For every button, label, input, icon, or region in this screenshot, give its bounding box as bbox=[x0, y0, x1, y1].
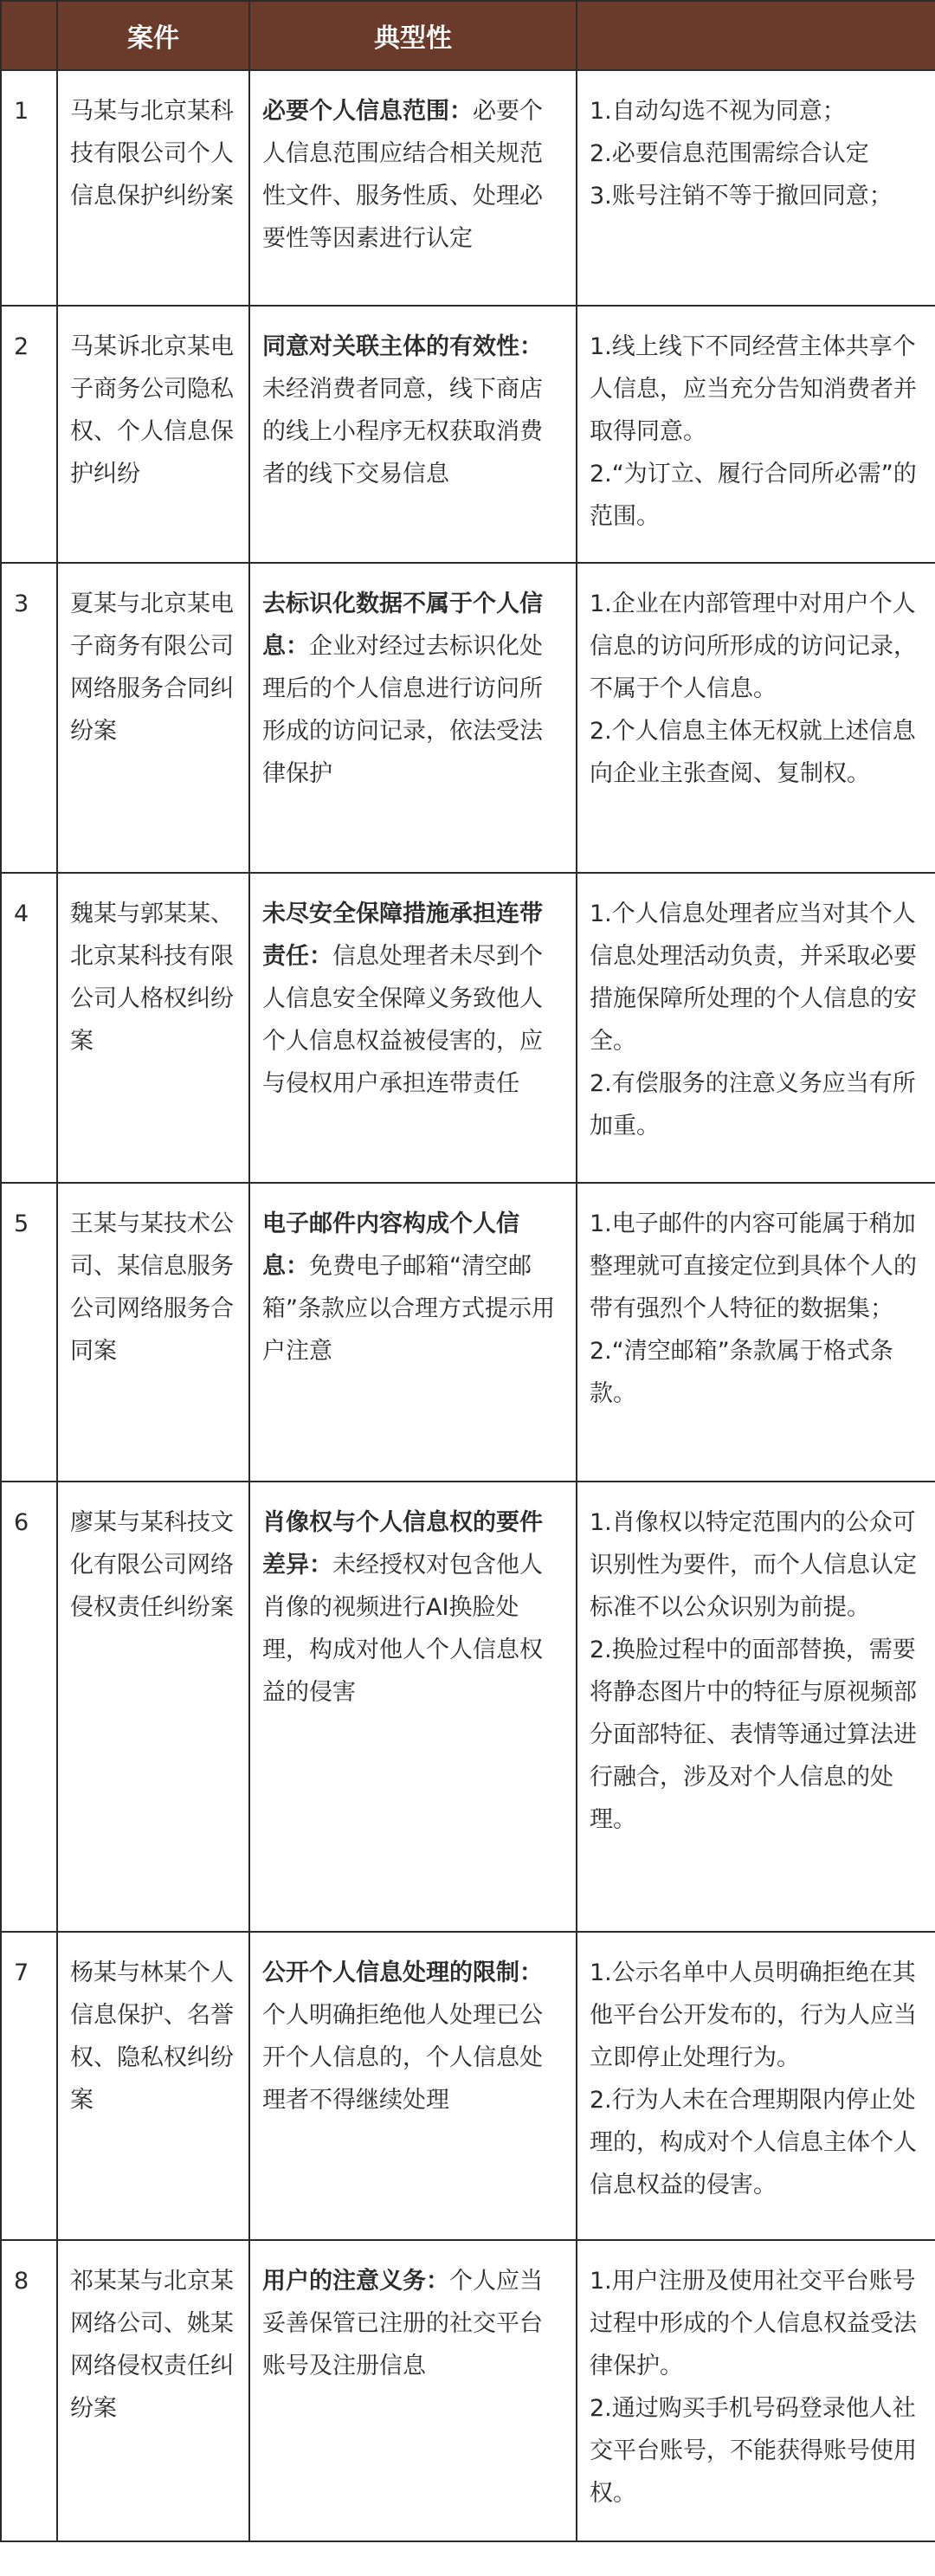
notes-cell bbox=[577, 1932, 935, 2240]
notes-cell bbox=[577, 1183, 935, 1482]
typical-heading: 去标识化数据不属于个人信息： bbox=[262, 591, 543, 660]
typical-text: 个人应当妥善保管已注册的社交平台账号及注册信息 bbox=[262, 2268, 543, 2379]
note-item: 1.自动勾选不视为同意； bbox=[590, 98, 846, 125]
typical-text: 信息处理者未尽到个人信息安全保障义务致他人个人信息权益被侵害的，应与侵权用户承担连带责任 bbox=[262, 943, 543, 1097]
note-item: 1.线上线下不同经营主体共享个人信息，应当充分告知消费者并取得同意。 bbox=[590, 333, 917, 445]
typical-heading: 必要个人信息范围： bbox=[262, 98, 473, 125]
typical-cell bbox=[249, 1183, 577, 1482]
table-row bbox=[1, 2240, 935, 2541]
note-item: 1.肖像权以特定范围内的公众可识别性为要件，而个人信息认定标准不以公众识别为前提。 bbox=[590, 1509, 917, 1621]
row-index: 7 bbox=[1, 1932, 57, 2240]
note-item: 1.个人信息处理者应当对其个人信息处理活动负责，并采取必要措施保障所处理的个人信息的安全。 bbox=[590, 901, 917, 1055]
note-item: 1.企业在内部管理中对用户个人信息的访问所形成的访问记录，不属于个人信息。 bbox=[590, 591, 917, 702]
typical-heading: 肖像权与个人信息权的要件差异： bbox=[262, 1509, 543, 1579]
case-name: 廖某与某科技文化有限公司网络侵权责任纠纷案 bbox=[57, 1482, 249, 1932]
notes-cell bbox=[577, 1482, 935, 1932]
case-name: 马某与北京某科技有限公司个人信息保护纠纷案 bbox=[57, 70, 249, 306]
row-index: 6 bbox=[1, 1482, 57, 1932]
typical-heading: 电子邮件内容构成个人信息： bbox=[262, 1211, 519, 1280]
case-name: 夏某与北京某电子商务有限公司网络服务合同纠纷案 bbox=[57, 563, 249, 873]
header-note bbox=[577, 1, 935, 70]
typical-cell bbox=[249, 1482, 577, 1932]
typical-text: 未经授权对包含他人肖像的视频进行AI换脸处理，构成对他人个人信息权益的侵害 bbox=[262, 1552, 543, 1706]
notes-cell bbox=[577, 563, 935, 873]
note-item: 2.“清空邮箱”条款属于格式条款。 bbox=[590, 1338, 893, 1407]
header-index bbox=[1, 1, 57, 70]
table-row bbox=[1, 1183, 935, 1482]
typical-cell bbox=[249, 2240, 577, 2541]
row-index: 5 bbox=[1, 1183, 57, 1482]
typical-text: 个人明确拒绝他人处理已公开个人信息的，个人信息处理者不得继续处理 bbox=[262, 2002, 543, 2114]
case-name: 王某与某技术公司、某信息服务公司网络服务合同案 bbox=[57, 1183, 249, 1482]
header-typical: 典型性 bbox=[249, 1, 577, 70]
table-row bbox=[1, 306, 935, 563]
typical-heading: 用户的注意义务： bbox=[262, 2268, 449, 2295]
typical-text: 免费电子邮箱“清空邮箱”条款应以合理方式提示用户注意 bbox=[262, 1253, 555, 1365]
typical-cell bbox=[249, 1932, 577, 2240]
note-item: 2.个人信息主体无权就上述信息向企业主张查阅、复制权。 bbox=[590, 718, 916, 787]
header-case: 案件 bbox=[57, 1, 249, 70]
row-index: 4 bbox=[1, 873, 57, 1183]
table-row bbox=[1, 563, 935, 873]
note-item: 2.行为人未在合理期限内停止处理的，构成对个人信息主体个人信息权益的侵害。 bbox=[590, 2087, 917, 2198]
note-item: 3.账号注销不等于撤回同意； bbox=[590, 183, 893, 210]
table-header-row bbox=[1, 1, 935, 70]
typical-text: 未经消费者同意，线下商店的线上小程序无权获取消费者的线下交易信息 bbox=[262, 376, 543, 487]
note-item: 1.公示名单中人员明确拒绝在其他平台公开发布的，行为人应当立即停止处理行为。 bbox=[590, 1959, 917, 2071]
notes-cell bbox=[577, 306, 935, 563]
typical-cell bbox=[249, 70, 577, 306]
row-index: 8 bbox=[1, 2240, 57, 2541]
typical-cell bbox=[249, 563, 577, 873]
table-row bbox=[1, 1932, 935, 2240]
typical-text: 企业对经过去标识化处理后的个人信息进行访问所形成的访问记录，依法受法律保护 bbox=[262, 633, 543, 787]
typical-heading: 公开个人信息处理的限制： bbox=[262, 1959, 543, 1986]
case-name: 杨某与林某个人信息保护、名誉权、隐私权纠纷案 bbox=[57, 1932, 249, 2240]
typical-cell bbox=[249, 873, 577, 1183]
case-name: 祁某某与北京某网络公司、姚某网络侵权责任纠纷案 bbox=[57, 2240, 249, 2541]
note-item: 1.用户注册及使用社交平台账号过程中形成的个人信息权益受法律保护。 bbox=[590, 2268, 917, 2379]
case-name: 魏某与郭某某、北京某科技有限公司人格权纠纷案 bbox=[57, 873, 249, 1183]
table-row bbox=[1, 1482, 935, 1932]
note-item: 2.通过购买手机号码登录他人社交平台账号，不能获得账号使用权。 bbox=[590, 2395, 917, 2507]
note-item: 2.必要信息范围需综合认定 bbox=[590, 140, 869, 167]
note-item: 2.“为订立、履行合同所必需”的范围。 bbox=[590, 461, 917, 530]
table-row bbox=[1, 873, 935, 1183]
row-index: 1 bbox=[1, 70, 57, 306]
typical-text: 必要个人信息范围应结合相关规范性文件、服务性质、处理必要性等因素进行认定 bbox=[262, 98, 543, 252]
note-item: 1.电子邮件的内容可能属于稍加整理就可直接定位到具体个人的带有强烈个人特征的数据集； bbox=[590, 1211, 917, 1322]
row-index: 2 bbox=[1, 306, 57, 563]
note-item: 2.有偿服务的注意义务应当有所加重。 bbox=[590, 1070, 916, 1140]
notes-cell bbox=[577, 873, 935, 1183]
table-row bbox=[1, 70, 935, 306]
notes-cell bbox=[577, 2240, 935, 2541]
typical-cell bbox=[249, 306, 577, 563]
case-name: 马某诉北京某电子商务公司隐私权、个人信息保护纠纷 bbox=[57, 306, 249, 563]
typical-heading: 同意对关联主体的有效性： bbox=[262, 333, 543, 360]
row-index: 3 bbox=[1, 563, 57, 873]
typical-heading: 未尽安全保障措施承担连带责任： bbox=[262, 901, 543, 970]
note-item: 2.换脸过程中的面部替换，需要将静态图片中的特征与原视频部分面部特征、表情等通过算法进行融合，涉及对个人信息的处理。 bbox=[590, 1637, 917, 1833]
notes-cell bbox=[577, 70, 935, 306]
